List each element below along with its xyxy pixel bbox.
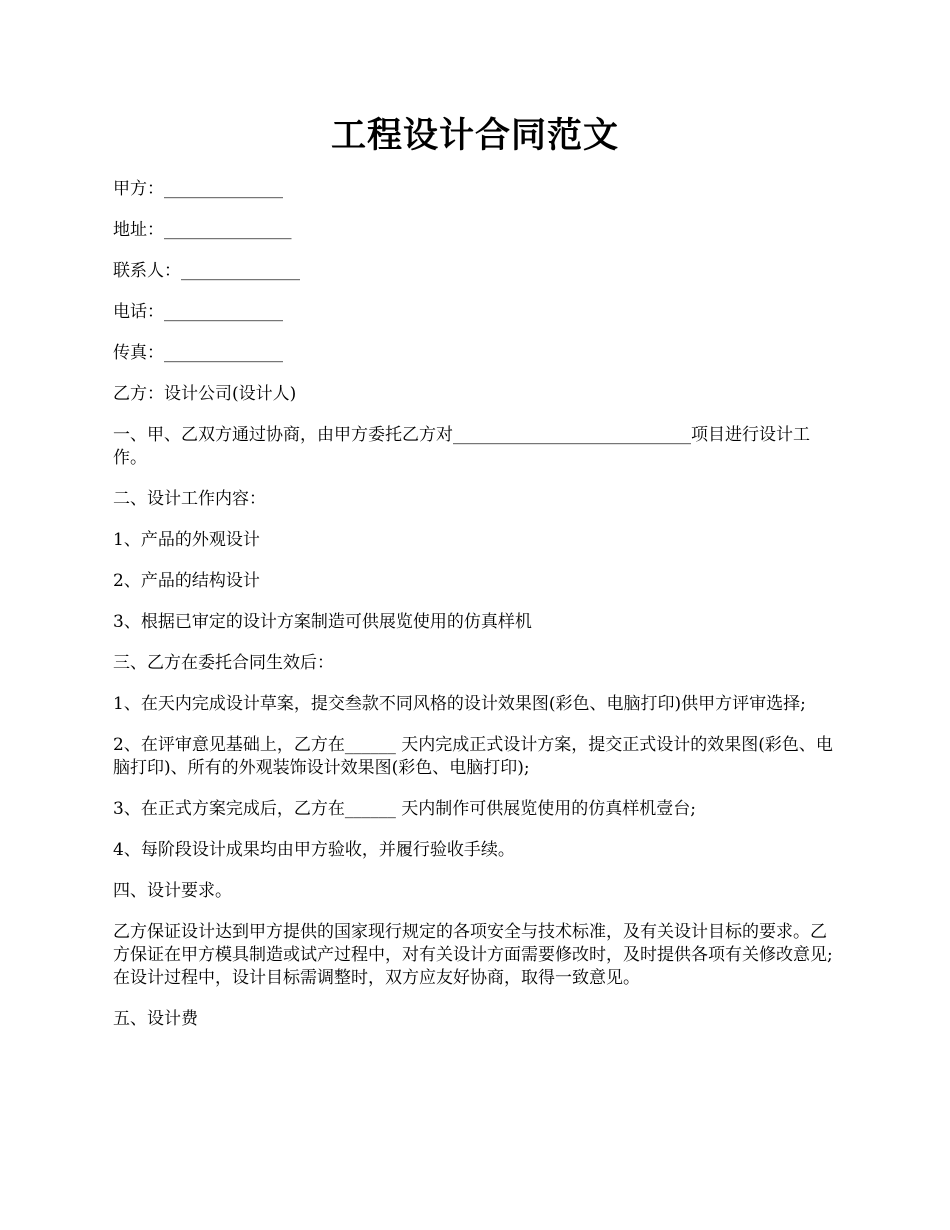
clause-5-heading: 五、设计费	[113, 1009, 198, 1029]
party-a-line: 甲方：______________	[113, 179, 283, 199]
clause-4-body: 乙方保证设计达到甲方提供的国家现行规定的各项安全与技术标准，及有关设计目标的要求。乙方保证在甲方模具制造或试产过程中，对有关设计方面需要修改时，及时提供各项有关修改意见;在设计过程中，设计目标需调整时，双方应友好协商，取得一致意见。	[113, 922, 833, 988]
clause-3-item-1: 1、在天内完成设计草案，提交叁款不同风格的设计效果图(彩色、电脑打印)供甲方评审选择;	[113, 694, 806, 714]
party-b-line: 乙方：设计公司(设计人)	[113, 384, 297, 404]
clause-2-item-2: 2、产品的结构设计	[113, 571, 260, 591]
clause-3-item-4: 4、每阶段设计成果均由甲方验收，并履行验收手续。	[113, 840, 515, 860]
clause-4-heading: 四、设计要求。	[113, 881, 232, 901]
document-body	[113, 178, 841, 1049]
clause-2-heading: 二、设计工作内容：	[113, 489, 266, 509]
fax-line: 传真：______________	[113, 343, 283, 363]
clause-3-item-3: 3、在正式方案完成后，乙方在______ 天内制作可供展览使用的仿真样机壹台;	[113, 799, 696, 819]
clause-3-heading: 三、乙方在委托合同生效后：	[113, 653, 334, 673]
clause-2-item-3: 3、根据已审定的设计方案制造可供展览使用的仿真样机	[113, 612, 532, 632]
contact-person-line: 联系人：______________	[113, 261, 300, 281]
clause-2-item-1: 1、产品的外观设计	[113, 530, 260, 550]
clause-1: 一、甲、乙双方通过协商，由甲方委托乙方对____________________________项目进行设计工作。	[113, 425, 810, 468]
document-title: 工程设计合同范文	[330, 115, 619, 156]
phone-line: 电话：______________	[113, 302, 283, 322]
address-line: 地址：_______________	[113, 220, 292, 240]
clause-3-item-2: 2、在评审意见基础上，乙方在______ 天内完成正式设计方案，提交正式设计的效果图(彩色、电脑打印)、所有的外观装饰设计效果图(彩色、电脑打印);	[113, 735, 833, 778]
